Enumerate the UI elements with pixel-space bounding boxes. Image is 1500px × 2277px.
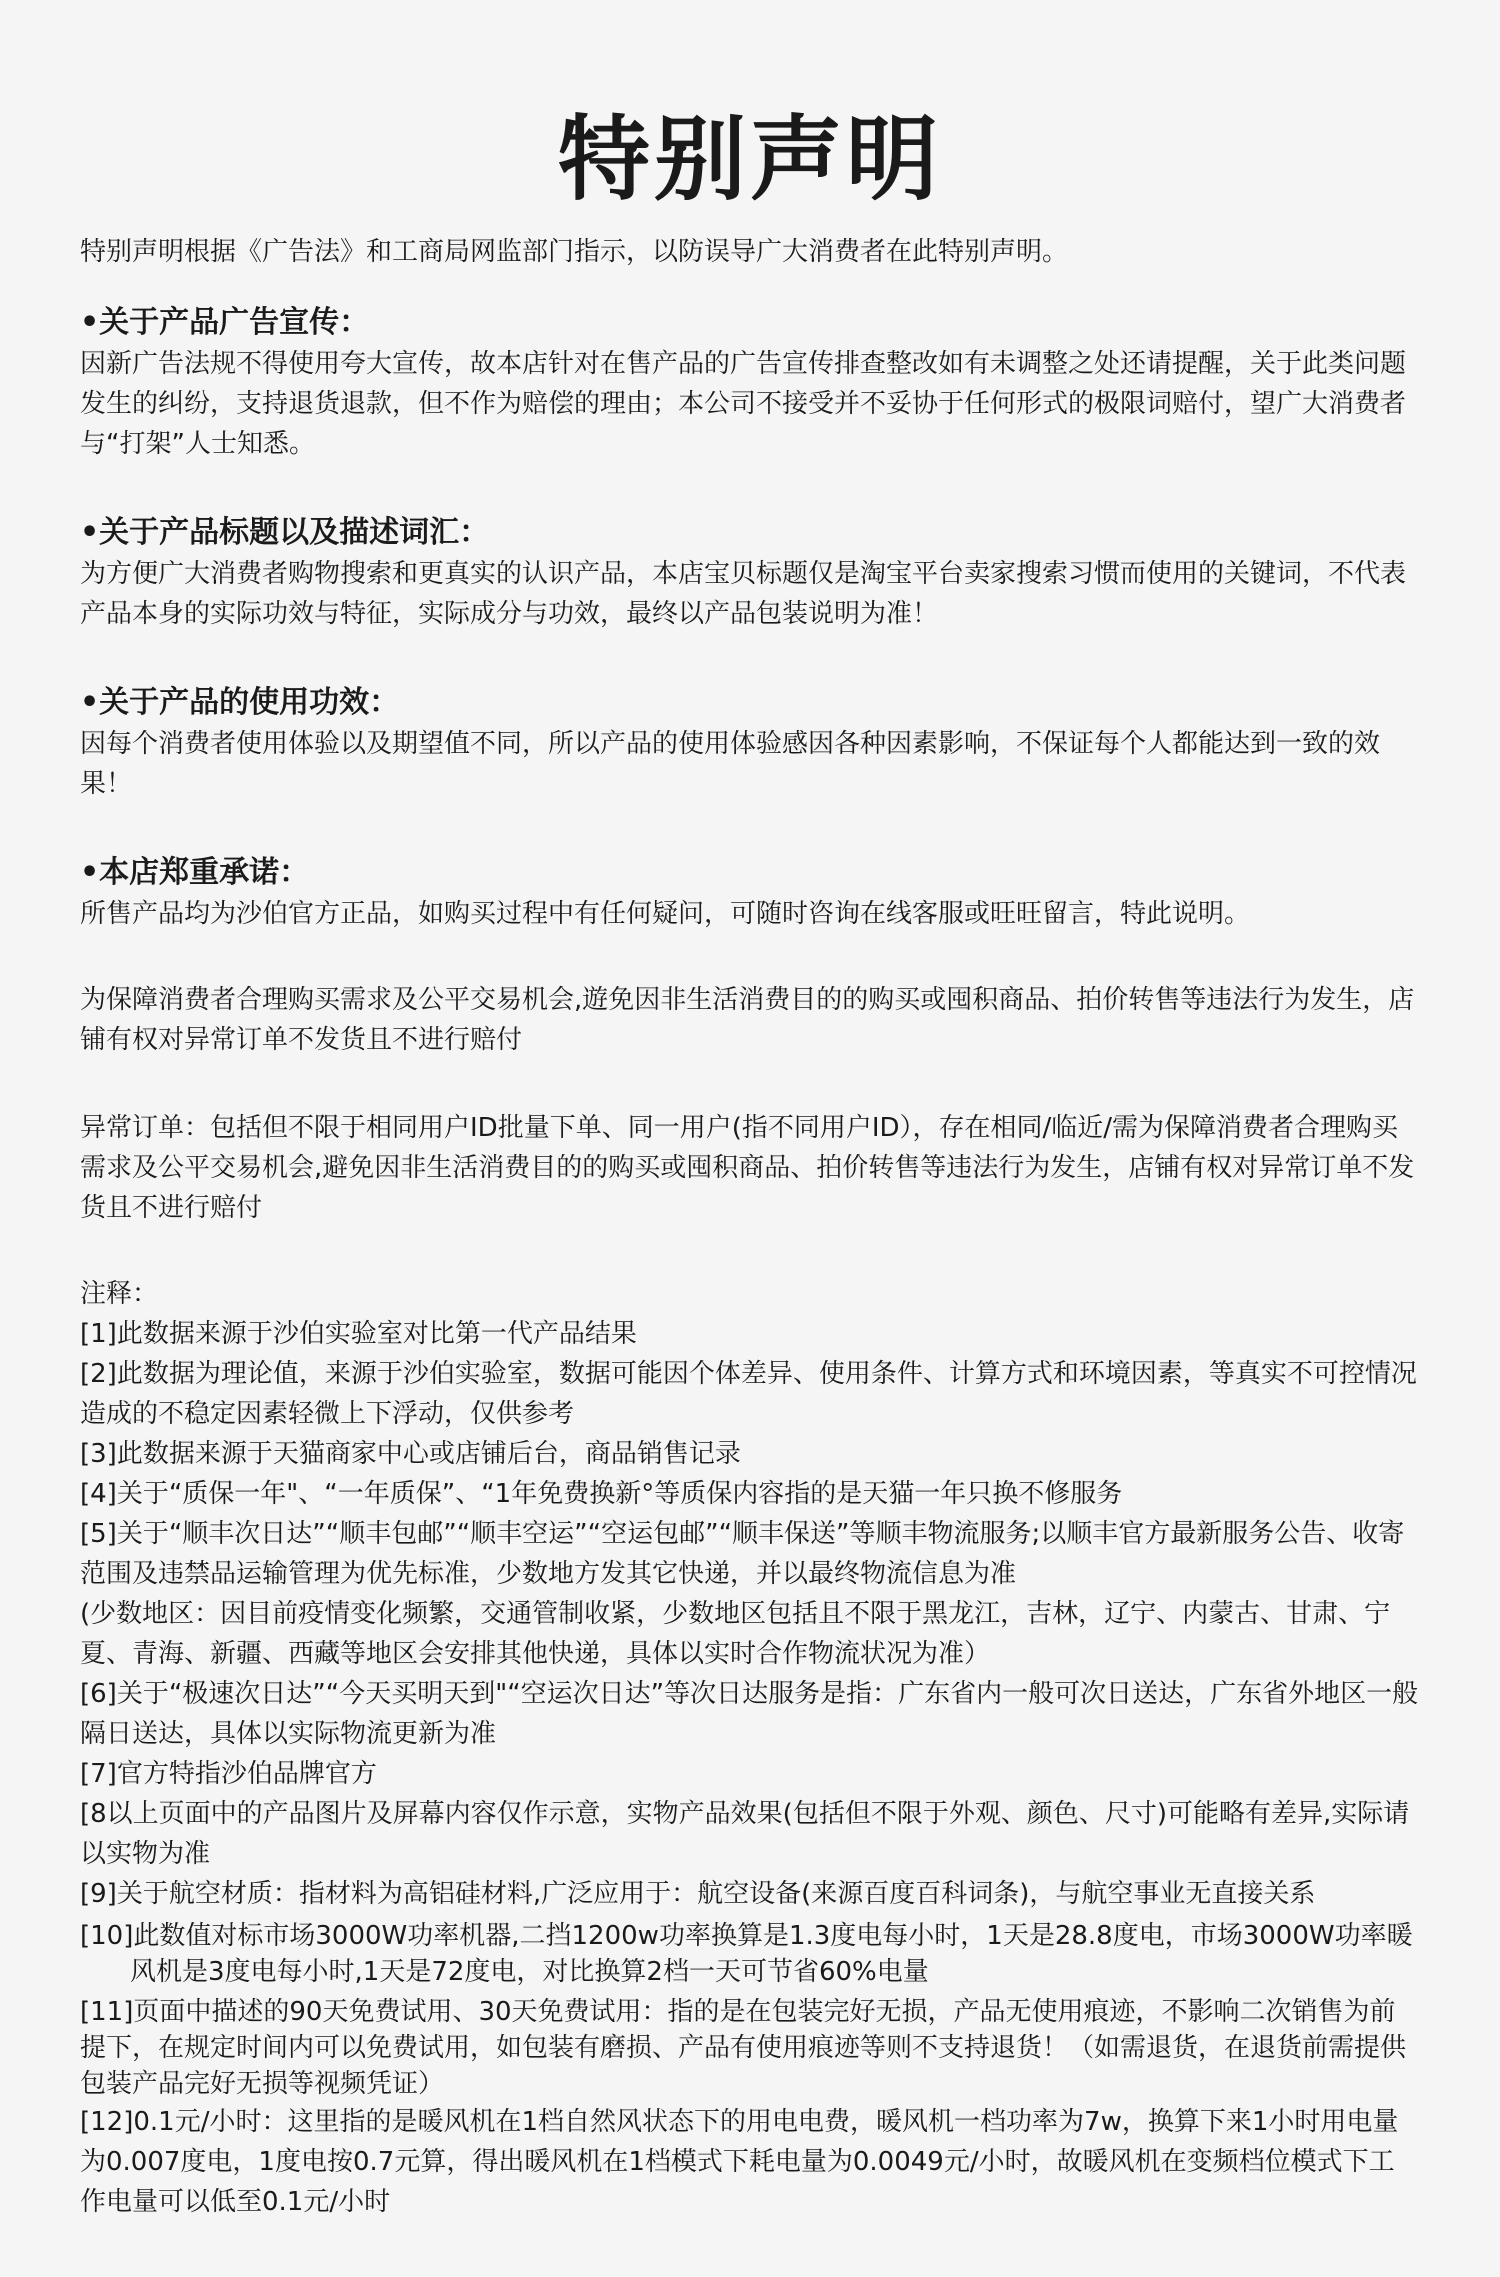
section-efficacy: [80, 682, 1420, 804]
note-item: [10]此数值对标市场3000W功率机器,二挡1200w功率换算是1.3度电每小时，1天是28.8度电，市场3000W功率暖风机是3度电每小时,1天是72度电，对比换算2档一天可节省60%电量: [80, 1921, 1413, 1987]
note-item: [7]官方特指沙伯品牌官方: [80, 1759, 377, 1789]
page-title: 特别声明: [557, 106, 942, 213]
section-title-description: [80, 512, 1420, 634]
section-heading: •本店郑重承诺：: [80, 855, 310, 890]
protect-paragraph-block: [80, 980, 1420, 1060]
intro-text: 特别声明根据《广告法》和工商局网监部门指示，以防误导广大消费者在此特别声明。: [80, 237, 1069, 267]
note-item: [3]此数据来源于天猫商家中心或店铺后台，商品销售记录: [80, 1439, 741, 1469]
note-item: [11]页面中描述的90天免费试用、30天免费试用：指的是在包装完好无损，产品无使用痕迹，不影响二次销售为前提下，在规定时间内可以免费试用，如包装有磨损、产品有使用痕迹等则不支持退货！（如需退货，在退货前需提供包装产品完好无损等视频凭证）: [80, 1997, 1407, 2099]
note-item: [4]关于“质保一年"、“一年质保”、“1年免费换新°等质保内容指的是天猫一年只换不修服务: [80, 1479, 1123, 1509]
section-heading: •关于产品广告宣传：: [80, 305, 370, 340]
section-promise: [80, 852, 1420, 934]
abnormal-order-paragraph: 异常订单：包括但不限于相同用户ID批量下单、同一用户(指不同用户ID），存在相同/临近/需为保障消费者合理购买需求及公平交易机会,避免因非生活消费目的的购买或囤积商品、拍价转售等违法行为发生，店铺有权对异常订单不发货且不进行赔付: [80, 1113, 1415, 1223]
section-heading: •关于产品的使用功效：: [80, 685, 400, 720]
protect-paragraph: 为保障消费者合理购买需求及公平交易机会,遊免因非生活消费目的的购买或囤积商品、拍价转售等违法行为发生，店铺有权对异常订单不发货且不进行赔付: [80, 985, 1415, 1055]
note-item: [12]0.1元/小时：这里指的是暖风机在1档自然风状态下的用电电费，暖风机一档功率为7w，换算下来1小时用电量为0.007度电，1度电按0.7元算，得出暖风机在1档模式下耗电量为0.0049元/小时，故暖风机在变频档位模式下工作电量可以低至0.1元/小时: [80, 2107, 1399, 2217]
notes-label: 注释：: [80, 1279, 159, 1309]
note-item: [8以上页面中的产品图片及屏幕内容仅作示意，实物产品效果(包括但不限于外观、颜色、尺寸)可能略有差异,实际请以实物为准: [80, 1799, 1410, 1869]
section-body: 因新广告法规不得使用夸大宣传，故本店针对在售产品的广告宣传排查整改如有未调整之处还请提醒，关于此类问题发生的纠纷，支持退货退款，但不作为赔偿的理由；本公司不接受并不妥协于任何形式的极限词赔付，望广大消费者与“打架”人士知悉。: [80, 349, 1407, 459]
note-item: [5]关于“顺丰次日达”“顺丰包邮”“顺丰空运”“空运包邮”“顺丰保送”等顺丰物流服务;以顺丰官方最新服务公告、收寄范围及违禁品运输管理为优先标准，少数地方发其它快递，并以最终物流信息为准: [80, 1519, 1405, 1589]
section-ad-promotion: [80, 302, 1420, 464]
note-item: [1]此数据来源于沙伯实验室对比第一代产品结果: [80, 1319, 637, 1349]
note-item: [2]此数据为理论值，来源于沙伯实验室，数据可能因个体差异、使用条件、计算方式和环境因素，等真实不可控情况造成的不稳定因素轻微上下浮动，仅供参考: [80, 1359, 1417, 1429]
section-heading: •关于产品标题以及描述词汇：: [80, 515, 490, 550]
notes-block: [80, 1274, 1420, 2222]
note-item: [9]关于航空材质：指材料为高铝硅材料,广泛应用于：航空设备(来源百度百科词条)，与航空事业无直接关系: [80, 1879, 1316, 1909]
section-body: 为方便广大消费者购物搜索和更真实的认识产品，本店宝贝标题仅是淘宝平台卖家搜索习惯而使用的关键词，不代表产品本身的实际功效与特征，实际成分与功效，最终以产品包装说明为准！: [80, 559, 1407, 629]
note-item: [6]关于“极速次日达”“今天买明天到"“空运次日达”等次日达服务是指：广东省内一般可次日送达，广东省外地区一般隔日送达，具体以实际物流更新为准: [80, 1679, 1419, 1749]
abnormal-order-block: [80, 1108, 1420, 1228]
section-body: 因每个消费者使用体验以及期望值不同，所以产品的使用体验感因各种因素影响，不保证每个人都能达到一致的效果！: [80, 729, 1381, 799]
note-item: (少数地区：因目前疫情变化频繁，交通管制收紧，少数地区包括且不限于黑龙江，吉林，辽宁、内蒙古、甘肃、宁夏、青海、新疆、西藏等地区会安排其他快递，具体以实时合作物流状况为准）: [80, 1599, 1391, 1669]
section-body: 所售产品均为沙伯官方正品，如购买过程中有任何疑问，可随时咨询在线客服或旺旺留言，特此说明。: [80, 899, 1251, 929]
